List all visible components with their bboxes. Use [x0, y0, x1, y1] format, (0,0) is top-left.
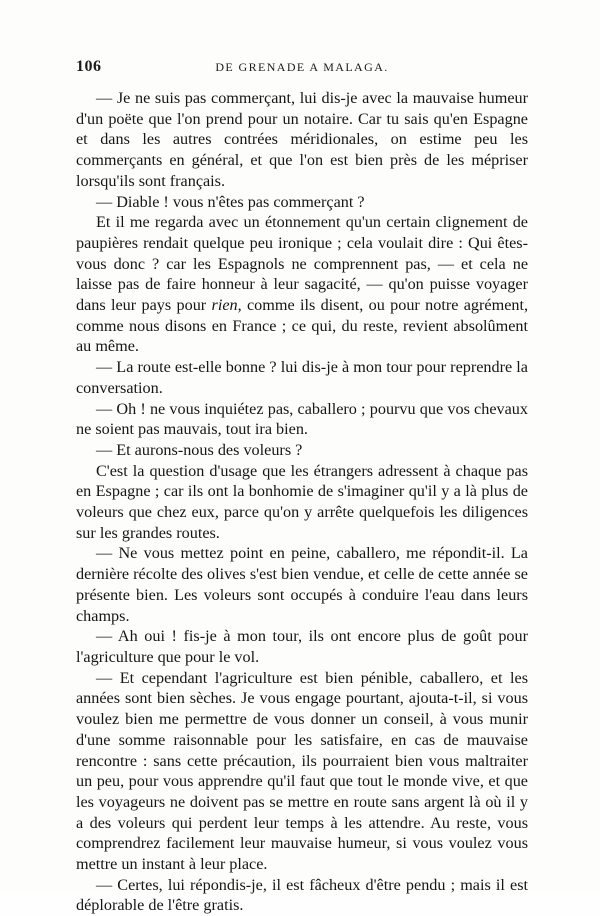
paragraph-5: — Oh ! ne vous inquiétez pas, caballero ; pourvu que vos chevaux ne soient pas mauvais, tout ira bien. — [76, 399, 528, 439]
paragraph-3-tail: , comme ils disent, ou pour notre agrément, comme nous disons en France ; ce qui, du reste, revient absolûment au même. — [76, 296, 529, 356]
paragraph-3-italic: rien — [211, 296, 238, 315]
paragraph-2: — Diable ! vous n'êtes pas commerçant ? — [96, 192, 365, 211]
paragraph-4: — La route est-elle bonne ? lui dis-je à mon tour pour reprendre la conversation. — [76, 358, 528, 397]
paragraph-11: — Certes, lui répondis-je, il est fâcheux d'être pendu ; mais il est déplorable de l'être gratis. — [76, 875, 528, 915]
paragraph-9: — Ah oui ! fis-je à mon tour, ils ont encore plus de goût pour l'agriculture que pour le vol. — [76, 627, 528, 666]
body-text — [76, 88, 528, 916]
paragraph-1: — Je ne suis pas commerçant, lui dis-je avec la mauvaise humeur d'un poëte que l'on prend pour un notaire. Car tu sais qu'en Espagne et dans les autres contrées méridionales, on estime peu les commerçants en général, et que l'on est bien près de les mépriser lorsqu'ils sont français. — [76, 89, 528, 190]
paragraph-6: — Et aurons-nous des voleurs ? — [96, 440, 303, 459]
page-header — [76, 58, 528, 78]
paragraph-7: C'est la question d'usage que les étrangers adressent à chaque pas en Espagne ; car ils ont la bonhomie de s'imaginer qu'il y a là plus de voleurs que chez eux, parce qu'on y arrête quelquefois les diligences sur les grandes routes. — [76, 461, 528, 542]
paragraph-3 — [76, 212, 528, 357]
paragraph-8: — Ne vous mettez point en peine, caballero, me répondit-il. La dernière récolte des olives s'est bien vendue, et celle de cette année se présente bien. Les voleurs sont occupés à conduire l'eau dans leurs champs. — [76, 544, 528, 625]
paragraph-10: — Et cependant l'agriculture est bien pénible, caballero, et les années sont bien sèches. Je vous engage pourtant, ajouta-t-il, si vous voulez bien me permettre de vous donner un conseil, à vous munir d'une somme raisonnable pour les satisfaire, en cas de mauvaise rencontre : sans cette précaution, ils pourraient bien vous maltraiter un peu, pour vous apprendre qu'il faut que tout le monde vive, et que les voyageurs ne doivent pas se mettre en route sans argent là où il y a des voleurs qui perdent leur temps à les attendre. Au reste, vous comprendrez facilement leur mauvaise humeur, si vous voulez vous mettre un instant à leur place. — [76, 668, 528, 874]
paragraph-3-text: Et il me regarda avec un étonnement qu'un certain clignement de paupières rendait quelque peu ironique ; cela voulait dire : Qui êtes-vous donc ? car les Espagnols ne comprennent pas, — et cela ne laisse pas de faire honneur à leur sagacité, — qu'on puisse voyager dans leur pays pour — [76, 213, 528, 315]
running-title: DE GRENADE A MALAGA. — [215, 60, 389, 74]
page-number: 106 — [76, 58, 102, 75]
